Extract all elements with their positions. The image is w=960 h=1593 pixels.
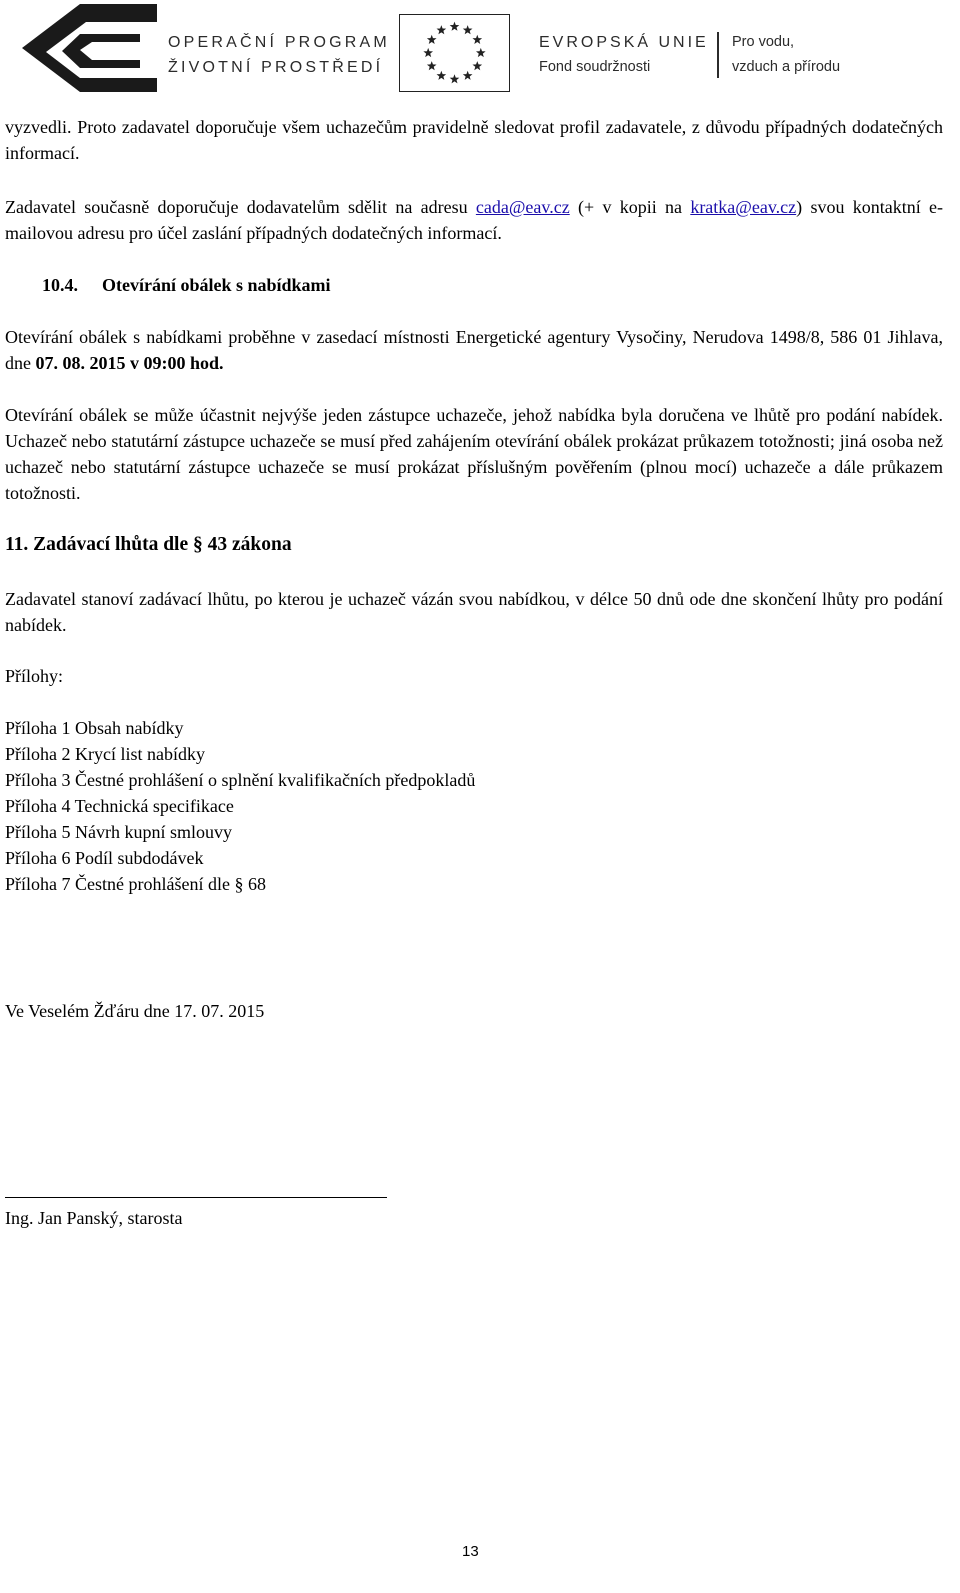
email-link-cada[interactable]: cada@eav.cz	[475, 197, 570, 217]
eu-flag-icon	[399, 14, 510, 92]
attachment-item: Příloha 6 Podíl subdodávek	[5, 848, 204, 868]
eu-star	[427, 61, 437, 70]
attachment-item: Příloha 5 Návrh kupní smlouvy	[5, 822, 232, 842]
paragraph-opening-participation: Otevírání obálek se může účastnit nejvýše jeden zástupce uchazeče, jehož nabídka byla doručena ve lhůtě pro podání nabídek. Uchazeč nebo statutární zástupce uchazeče se musí před zahájením otevírání obálek prokázat průkazem totožnosti; jiná osoba než uchazeč nebo statutární zástupce uchazeče se musí prokázat příslušným pověřením (plnou mocí) uchazeče a dále průkazem totožnosti.	[5, 405, 943, 503]
eu-label	[539, 30, 709, 80]
place-and-date: Ve Veselém Žďáru dne 17. 07. 2015	[5, 1001, 265, 1021]
page-header	[0, 0, 960, 95]
attachment-item: Příloha 1 Obsah nabídky	[5, 718, 184, 738]
eu-star	[472, 35, 482, 44]
attachments-list	[5, 715, 943, 897]
section-10-4-title: Otevírání obálek s nabídkami	[102, 275, 331, 295]
eu-star	[437, 71, 447, 80]
paragraph-opening-location	[5, 324, 943, 376]
eu-star	[463, 71, 473, 80]
paragraph-profile-notice: vyzvedli. Proto zadavatel doporučuje všem uchazečům pravidelně sledovat profil zadavatele, z důvodu případných dodatečných informací.	[5, 117, 943, 163]
signature-line	[5, 1197, 387, 1198]
page-number: 13	[462, 1543, 479, 1560]
section-10-4-heading	[42, 272, 842, 298]
attachment-item: Příloha 2 Krycí list nabídky	[5, 744, 205, 764]
attachments-heading: Přílohy:	[5, 666, 64, 686]
eu-star	[450, 74, 460, 83]
eu-star	[423, 48, 433, 57]
section-11-heading: 11. Zadávací lhůta dle § 43 zákona	[5, 534, 292, 555]
eu-motto	[732, 30, 840, 80]
motto-line-1: Pro vodu,	[732, 34, 795, 50]
eu-star	[472, 61, 482, 70]
email-text-mid: (+ v kopii na	[569, 197, 691, 217]
eu-star	[463, 25, 473, 34]
eu-star	[427, 35, 437, 44]
attachment-item: Příloha 7 Čestné prohlášení dle § 68	[5, 874, 266, 894]
eu-star	[437, 25, 447, 34]
eu-title: EVROPSKÁ UNIE	[539, 34, 709, 51]
email-text-post: ) svou kontaktní e-mailovou adresu pro účel zaslání případných dodatečných informací.	[5, 197, 943, 243]
section-10-4-number: 10.4.	[42, 275, 78, 295]
attachment-item: Příloha 4 Technická specifikace	[5, 796, 234, 816]
op-line-2: ŽIVOTNÍ PROSTŘEDÍ	[168, 59, 384, 76]
eu-star	[476, 48, 486, 57]
motto-line-2: vzduch a přírodu	[732, 59, 841, 75]
email-text-pre: Zadavatel současně doporučuje dodavatelům sdělit na adresu	[5, 197, 476, 217]
opening-date: 07. 08. 2015 v 09:00 hod.	[35, 353, 224, 373]
op-program-name	[168, 30, 390, 80]
paragraph-tender-period: Zadavatel stanoví zadávací lhůtu, po kterou je uchazeč vázán svou nabídkou, v délce 50 dnů ode dne skončení lhůty pro podání nabídek.	[5, 589, 943, 635]
header-divider	[717, 32, 719, 78]
op-line-1: OPERAČNÍ PROGRAM	[168, 34, 390, 51]
signatory: Ing. Jan Panský, starosta	[5, 1208, 183, 1228]
attachment-item: Příloha 3 Čestné prohlášení o splnění kvalifikačních předpokladů	[5, 770, 476, 790]
opening-location-text: Otevírání obálek s nabídkami proběhne v zasedací místnosti Energetické agentury Vysočiny, Nerudova 1498/8, 586 01 Jihlava, dne	[5, 327, 943, 373]
op-zp-logo	[22, 4, 157, 92]
email-link-kratka[interactable]: kratka@eav.cz	[690, 197, 797, 217]
eu-star	[450, 22, 460, 31]
eu-fund: Fond soudržnosti	[539, 59, 651, 75]
paragraph-email-notice	[5, 194, 943, 246]
